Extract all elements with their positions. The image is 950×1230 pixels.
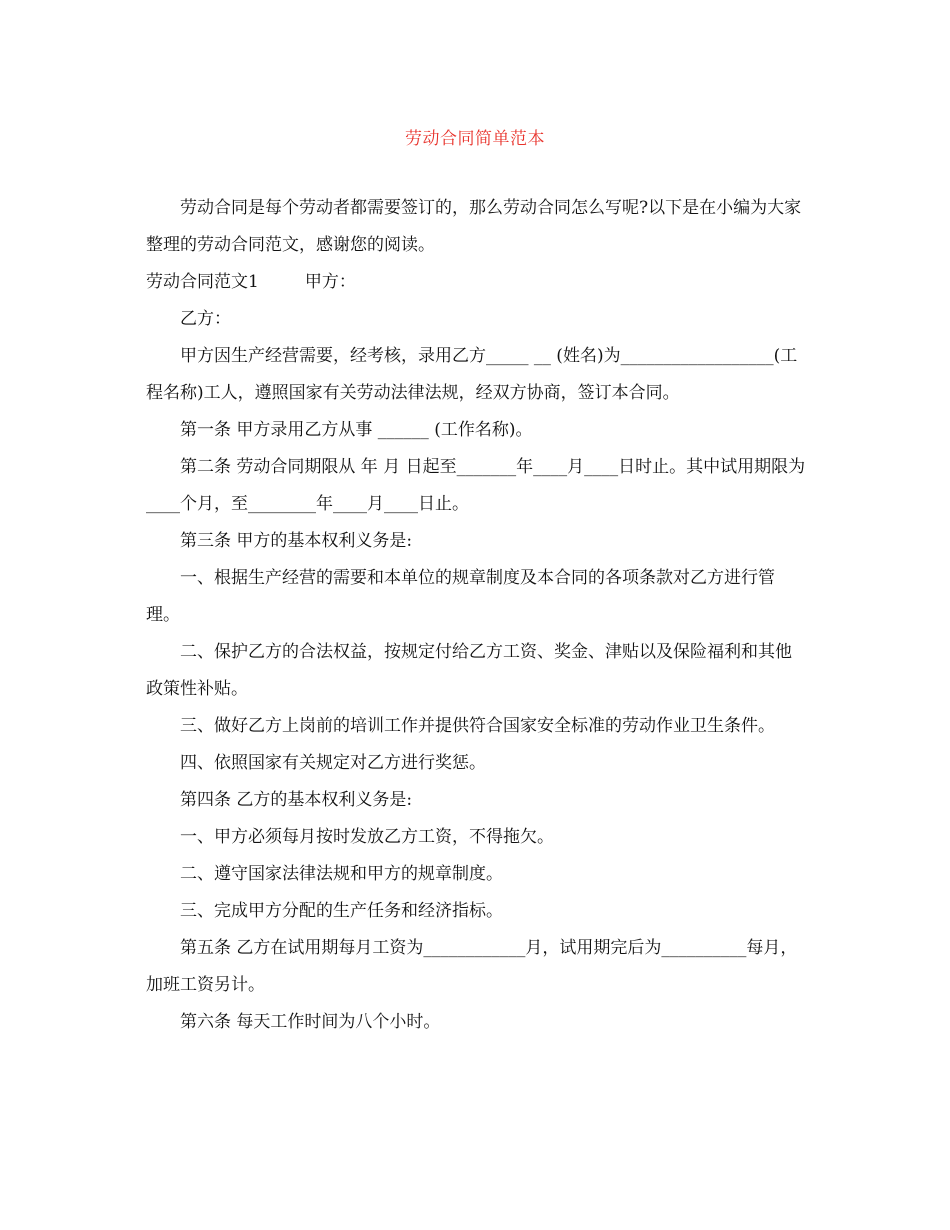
article-5: 第五条 乙方在试用期每月工资为____________月，试用期完后为__________每月，加班工资另计。 [146, 938, 798, 995]
article-4-item-2: 二、遵守国家法律法规和甲方的规章制度。 [180, 864, 503, 884]
article-3-item-4: 四、依照国家有关规定对乙方进行奖惩。 [180, 753, 486, 773]
party-b-label: 乙方： [180, 309, 231, 329]
intro-paragraph: 劳动合同是每个劳动者都需要签订的，那么劳动合同怎么写呢?以下是在小编为大家整理的劳动合同范文，感谢您的阅读。 [146, 198, 802, 255]
spacer [259, 264, 305, 301]
article-4-heading: 第四条 乙方的基本权利义务是: [180, 790, 413, 810]
article-1: 第一条 甲方录用乙方从事 ______ (工作名称)。 [180, 420, 533, 440]
article-4-item-3: 三、完成甲方分配的生产任务和经济指标。 [180, 901, 503, 921]
sample-heading: 劳动合同范文1 [146, 272, 259, 292]
article-4-item-1: 一、甲方必须每月按时发放乙方工资，不得拖欠。 [180, 827, 554, 847]
article-3-item-3: 三、做好乙方上岗前的培训工作并提供符合国家安全标准的劳动作业卫生条件。 [180, 716, 775, 736]
article-3-item-1: 一、根据生产经营的需要和本单位的规章制度及本合同的各项条款对乙方进行管理。 [146, 568, 775, 625]
article-2: 第二条 劳动合同期限从 年 月 日起至_______年____月____日时止。其中试用期限为____个月，至________年____月____日止。 [146, 457, 806, 514]
article-6: 第六条 每天工作时间为八个小时。 [180, 1012, 441, 1032]
document-title: 劳动合同简单范本 [405, 129, 545, 149]
hiring-paragraph: 甲方因生产经营需要，经考核，录用乙方_____ __ (姓名)为__________________(工程名称)工人，遵照国家有关劳动法律法规，经双方协商，签订本合同。 [146, 346, 798, 403]
article-3-heading: 第三条 甲方的基本权利义务是: [180, 531, 413, 551]
party-a-label: 甲方： [304, 272, 356, 292]
sample-heading-line [146, 264, 806, 301]
document-body [146, 190, 806, 1041]
article-3-item-2: 二、保护乙方的合法权益，按规定付给乙方工资、奖金、津贴以及保险福利和其他政策性补贴。 [146, 642, 792, 699]
